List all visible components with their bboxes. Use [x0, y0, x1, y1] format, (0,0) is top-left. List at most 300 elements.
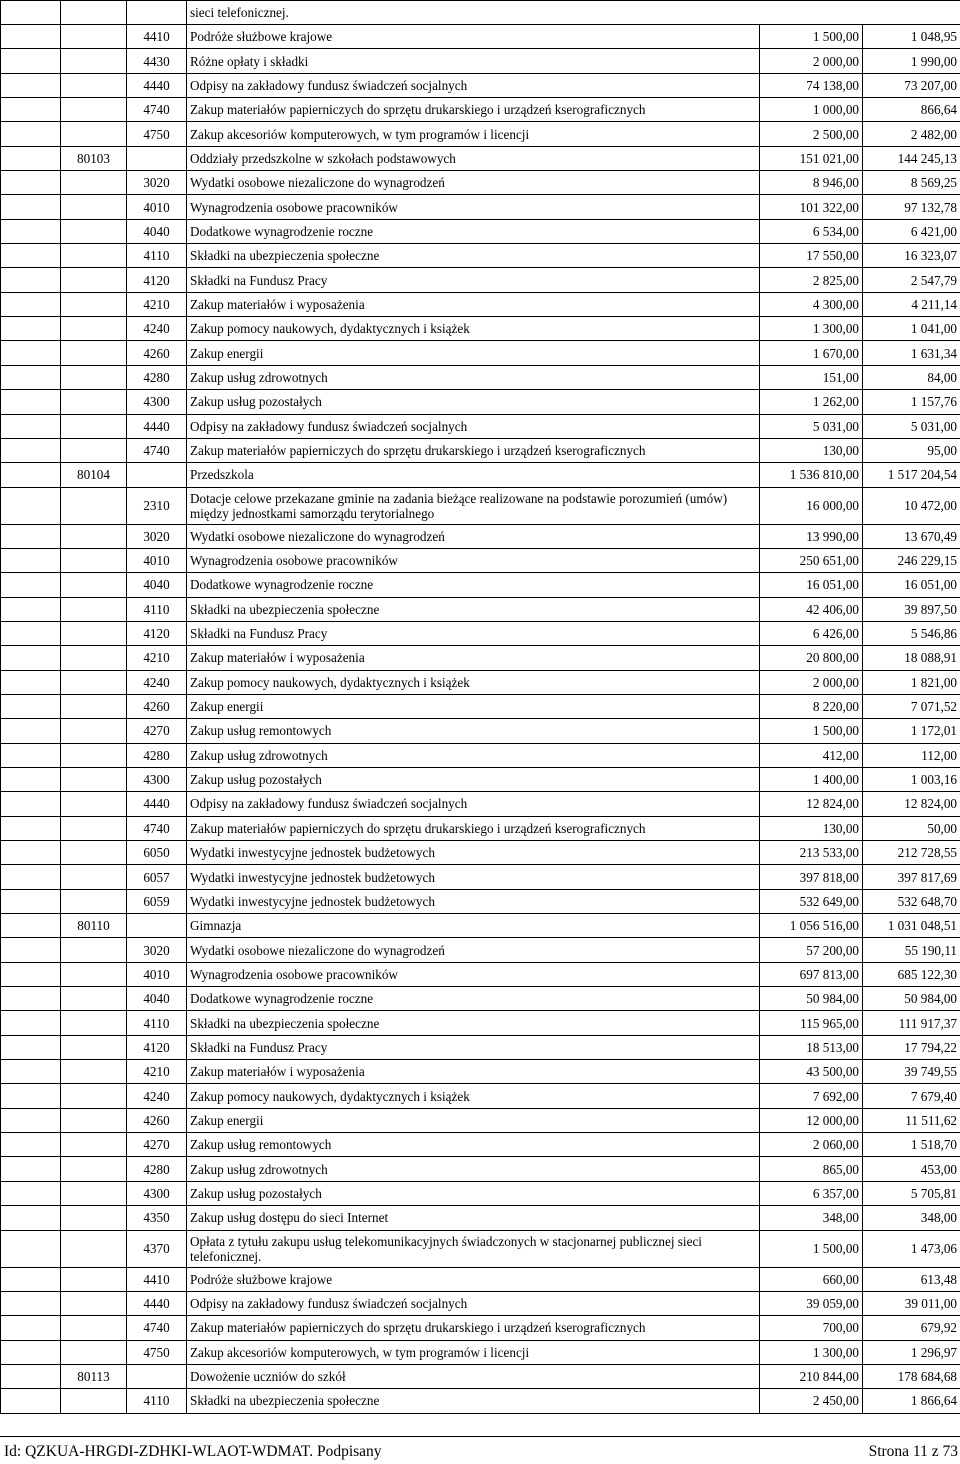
paragraph-code: 4210: [127, 1060, 187, 1084]
paragraph-row: [1, 1108, 960, 1132]
planned-amount: 700,00: [760, 1316, 863, 1340]
empty-cell: [1, 938, 61, 962]
executed-amount: 144 245,13: [863, 146, 960, 170]
empty-cell: [1, 268, 61, 292]
paragraph-code: 4040: [127, 987, 187, 1011]
item-name: Zakup energii: [187, 694, 760, 718]
paragraph-row: [1, 670, 960, 694]
empty-cell: [1, 487, 61, 524]
empty-cell: [1, 171, 61, 195]
empty-cell: [1, 816, 61, 840]
empty-cell: [1, 244, 61, 268]
page-footer: [0, 1436, 960, 1464]
empty-cell: [61, 317, 127, 341]
executed-amount: 55 190,11: [863, 938, 960, 962]
planned-amount: 42 406,00: [760, 597, 863, 621]
item-name: Opłata z tytułu zakupu usług telekomunikacyjnych świadczonych w stacjonarnej publicznej sieci telefonicznej.: [187, 1230, 760, 1267]
executed-amount: 5 031,00: [863, 414, 960, 438]
item-name: Składki na Fundusz Pracy: [187, 268, 760, 292]
planned-amount: 18 513,00: [760, 1035, 863, 1059]
empty-cell: [1, 73, 61, 97]
empty-cell: [61, 1291, 127, 1315]
executed-amount: 10 472,00: [863, 487, 960, 524]
planned-amount: 1 500,00: [760, 25, 863, 49]
executed-amount: 84,00: [863, 365, 960, 389]
planned-amount: 16 000,00: [760, 487, 863, 524]
paragraph-row: [1, 171, 960, 195]
empty-cell: [61, 25, 127, 49]
empty-cell: [61, 573, 127, 597]
executed-amount: 246 229,15: [863, 548, 960, 572]
empty-cell: [61, 621, 127, 645]
empty-cell: [61, 49, 127, 73]
empty-cell: [1, 987, 61, 1011]
empty-cell: [61, 646, 127, 670]
chapter-code: 80104: [61, 463, 127, 487]
item-name: Różne opłaty i składki: [187, 49, 760, 73]
paragraph-row: [1, 694, 960, 718]
planned-amount: 213 533,00: [760, 841, 863, 865]
empty-cell: [1, 597, 61, 621]
paragraph-row: [1, 987, 960, 1011]
item-name: Zakup energii: [187, 341, 760, 365]
item-name: Składki na ubezpieczenia społeczne: [187, 244, 760, 268]
planned-amount: 39 059,00: [760, 1291, 863, 1315]
planned-amount: 6 426,00: [760, 621, 863, 645]
empty-cell: [1, 841, 61, 865]
planned-amount: 101 322,00: [760, 195, 863, 219]
executed-amount: 97 132,78: [863, 195, 960, 219]
executed-amount: 6 421,00: [863, 219, 960, 243]
paragraph-row: [1, 573, 960, 597]
paragraph-code: 4280: [127, 1157, 187, 1181]
empty-cell: [1, 1340, 61, 1364]
empty-cell: [61, 292, 127, 316]
paragraph-code: 4010: [127, 548, 187, 572]
paragraph-row: [1, 292, 960, 316]
chapter-row: [1, 1364, 960, 1388]
item-name: Zakup usług pozostałych: [187, 1181, 760, 1205]
paragraph-code: 4440: [127, 73, 187, 97]
paragraph-code: 4110: [127, 1011, 187, 1035]
empty-cell: [1, 1157, 61, 1181]
item-name: Zakup materiałów papierniczych do sprzętu drukarskiego i urządzeń kserograficznych: [187, 98, 760, 122]
item-name: Zakup usług dostępu do sieci Internet: [187, 1206, 760, 1230]
planned-amount: 43 500,00: [760, 1060, 863, 1084]
empty-cell: [1, 122, 61, 146]
paragraph-code: 3020: [127, 524, 187, 548]
planned-amount: 1 500,00: [760, 719, 863, 743]
paragraph-code: 4010: [127, 195, 187, 219]
empty-cell: [1, 25, 61, 49]
empty-cell: [61, 816, 127, 840]
item-name: Zakup materiałów i wyposażenia: [187, 292, 760, 316]
item-name: Zakup materiałów i wyposażenia: [187, 646, 760, 670]
executed-amount: 39 011,00: [863, 1291, 960, 1315]
executed-amount: 16 323,07: [863, 244, 960, 268]
empty-cell: [61, 719, 127, 743]
empty-cell: [61, 767, 127, 791]
planned-amount: 1 400,00: [760, 767, 863, 791]
executed-amount: 1 990,00: [863, 49, 960, 73]
executed-amount: 1 631,34: [863, 341, 960, 365]
planned-amount: 2 000,00: [760, 670, 863, 694]
item-name: Odpisy na zakładowy fundusz świadczeń socjalnych: [187, 1291, 760, 1315]
empty-cell: [1, 743, 61, 767]
executed-amount: 212 728,55: [863, 841, 960, 865]
executed-amount: 1 473,06: [863, 1230, 960, 1267]
paragraph-row: [1, 719, 960, 743]
paragraph-code: 3020: [127, 171, 187, 195]
executed-amount: 5 546,86: [863, 621, 960, 645]
paragraph-row: [1, 244, 960, 268]
paragraph-code: 4440: [127, 414, 187, 438]
empty-cell: [1, 865, 61, 889]
planned-amount: 250 651,00: [760, 548, 863, 572]
planned-amount: 7 692,00: [760, 1084, 863, 1108]
executed-amount: 13 670,49: [863, 524, 960, 548]
paragraph-code: 4120: [127, 268, 187, 292]
paragraph-code: 4260: [127, 1108, 187, 1132]
empty-cell: [61, 743, 127, 767]
empty-cell: [1, 1181, 61, 1205]
planned-amount: 2 500,00: [760, 122, 863, 146]
empty-cell: [61, 195, 127, 219]
paragraph-row: [1, 1389, 960, 1413]
paragraph-row: [1, 767, 960, 791]
item-name: Wynagrodzenia osobowe pracowników: [187, 548, 760, 572]
item-name: Zakup usług remontowych: [187, 1133, 760, 1157]
empty-cell: [1, 792, 61, 816]
empty-cell: [1, 292, 61, 316]
item-name: Dotacje celowe przekazane gminie na zadania bieżące realizowane na podstawie porozumień (umów) między jednostkami samorządu terytorialnego: [187, 487, 760, 524]
executed-amount: 1 821,00: [863, 670, 960, 694]
empty-cell: [1, 317, 61, 341]
empty-cell: [1, 1, 61, 25]
planned-amount: 130,00: [760, 816, 863, 840]
empty-cell: [61, 98, 127, 122]
empty-cell: [1, 1291, 61, 1315]
paragraph-code: 4040: [127, 573, 187, 597]
paragraph-code: 4370: [127, 1230, 187, 1267]
paragraph-row: [1, 792, 960, 816]
empty-cell: [61, 841, 127, 865]
empty-cell: [61, 438, 127, 462]
paragraph-row: [1, 73, 960, 97]
paragraph-row: [1, 938, 960, 962]
empty-cell: [61, 390, 127, 414]
paragraph-code: 4110: [127, 597, 187, 621]
paragraph-code: 4240: [127, 317, 187, 341]
empty-cell: [61, 792, 127, 816]
paragraph-row: [1, 98, 960, 122]
paragraph-row: [1, 841, 960, 865]
planned-amount: 397 818,00: [760, 865, 863, 889]
item-name: Podróże służbowe krajowe: [187, 25, 760, 49]
planned-amount: 151,00: [760, 365, 863, 389]
chapter-code: 80113: [61, 1364, 127, 1388]
empty-cell: [1, 1108, 61, 1132]
empty-cell: [61, 365, 127, 389]
paragraph-row: [1, 1035, 960, 1059]
empty-cell: [1, 414, 61, 438]
empty-cell: [61, 268, 127, 292]
empty-cell: [1, 438, 61, 462]
item-name: Wydatki osobowe niezaliczone do wynagrodzeń: [187, 938, 760, 962]
paragraph-row: [1, 1316, 960, 1340]
item-name: Wydatki inwestycyjne jednostek budżetowych: [187, 889, 760, 913]
executed-amount: 7 679,40: [863, 1084, 960, 1108]
empty-cell: [1, 694, 61, 718]
paragraph-row: [1, 621, 960, 645]
paragraph-code: 4120: [127, 1035, 187, 1059]
planned-amount: 1 262,00: [760, 390, 863, 414]
paragraph-row: [1, 1011, 960, 1035]
empty-cell: [61, 1267, 127, 1291]
paragraph-row: [1, 548, 960, 572]
continuation-text: sieci telefonicznej.: [187, 1, 960, 25]
item-name: Składki na ubezpieczenia społeczne: [187, 1011, 760, 1035]
empty-cell: [61, 1230, 127, 1267]
paragraph-row: [1, 414, 960, 438]
item-name: Odpisy na zakładowy fundusz świadczeń socjalnych: [187, 414, 760, 438]
item-name: Zakup usług zdrowotnych: [187, 365, 760, 389]
empty-cell: [1, 1267, 61, 1291]
empty-cell: [61, 938, 127, 962]
chapter-code: 80103: [61, 146, 127, 170]
empty-cell: [61, 1084, 127, 1108]
empty-cell: [127, 1364, 187, 1388]
executed-amount: 1 866,64: [863, 1389, 960, 1413]
planned-amount: 1 300,00: [760, 1340, 863, 1364]
executed-amount: 17 794,22: [863, 1035, 960, 1059]
executed-amount: 397 817,69: [863, 865, 960, 889]
paragraph-row: [1, 487, 960, 524]
planned-amount: 1 056 516,00: [760, 914, 863, 938]
empty-cell: [61, 1035, 127, 1059]
planned-amount: 12 000,00: [760, 1108, 863, 1132]
empty-cell: [1, 390, 61, 414]
planned-amount: 2 825,00: [760, 268, 863, 292]
paragraph-code: 2310: [127, 487, 187, 524]
executed-amount: 2 547,79: [863, 268, 960, 292]
executed-amount: 1 048,95: [863, 25, 960, 49]
item-name: Zakup usług zdrowotnych: [187, 743, 760, 767]
paragraph-code: 4120: [127, 621, 187, 645]
empty-cell: [61, 597, 127, 621]
planned-amount: 115 965,00: [760, 1011, 863, 1035]
empty-cell: [127, 463, 187, 487]
paragraph-row: [1, 597, 960, 621]
paragraph-row: [1, 646, 960, 670]
paragraph-row: [1, 1291, 960, 1315]
executed-amount: 613,48: [863, 1267, 960, 1291]
planned-amount: 130,00: [760, 438, 863, 462]
paragraph-code: 4040: [127, 219, 187, 243]
empty-cell: [61, 122, 127, 146]
paragraph-row: [1, 341, 960, 365]
empty-cell: [1, 670, 61, 694]
paragraph-row: [1, 889, 960, 913]
empty-cell: [127, 1, 187, 25]
empty-cell: [61, 987, 127, 1011]
paragraph-code: 6057: [127, 865, 187, 889]
planned-amount: 1 500,00: [760, 1230, 863, 1267]
empty-cell: [1, 219, 61, 243]
paragraph-code: 4300: [127, 767, 187, 791]
empty-cell: [61, 1389, 127, 1413]
paragraph-row: [1, 962, 960, 986]
empty-cell: [61, 244, 127, 268]
paragraph-code: 4750: [127, 1340, 187, 1364]
planned-amount: 210 844,00: [760, 1364, 863, 1388]
empty-cell: [1, 146, 61, 170]
empty-cell: [61, 670, 127, 694]
item-name: Zakup usług pozostałych: [187, 390, 760, 414]
paragraph-code: 4750: [127, 122, 187, 146]
executed-amount: 348,00: [863, 1206, 960, 1230]
paragraph-code: 4300: [127, 390, 187, 414]
paragraph-row: [1, 438, 960, 462]
executed-amount: 1 157,76: [863, 390, 960, 414]
item-name: Składki na ubezpieczenia społeczne: [187, 1389, 760, 1413]
empty-cell: [1, 573, 61, 597]
planned-amount: 532 649,00: [760, 889, 863, 913]
planned-amount: 6 357,00: [760, 1181, 863, 1205]
empty-cell: [61, 524, 127, 548]
empty-cell: [61, 1206, 127, 1230]
executed-amount: 453,00: [863, 1157, 960, 1181]
paragraph-code: 3020: [127, 938, 187, 962]
chapter-row: [1, 463, 960, 487]
empty-cell: [61, 1060, 127, 1084]
item-name: Zakup pomocy naukowych, dydaktycznych i książek: [187, 670, 760, 694]
page-number: Strona 11 z 73: [869, 1443, 958, 1461]
planned-amount: 151 021,00: [760, 146, 863, 170]
continuation-row: [1, 1, 960, 25]
empty-cell: [1, 1316, 61, 1340]
planned-amount: 13 990,00: [760, 524, 863, 548]
empty-cell: [61, 1157, 127, 1181]
executed-amount: 95,00: [863, 438, 960, 462]
executed-amount: 73 207,00: [863, 73, 960, 97]
empty-cell: [1, 1389, 61, 1413]
item-name: Wydatki inwestycyjne jednostek budżetowych: [187, 841, 760, 865]
paragraph-code: 4740: [127, 438, 187, 462]
empty-cell: [1, 195, 61, 219]
paragraph-row: [1, 1084, 960, 1108]
item-name: Podróże służbowe krajowe: [187, 1267, 760, 1291]
paragraph-code: 4410: [127, 1267, 187, 1291]
empty-cell: [61, 962, 127, 986]
paragraph-row: [1, 390, 960, 414]
document-id: Id: QZKUA-HRGDI-ZDHKI-WLAOT-WDMAT. Podpisany: [4, 1443, 382, 1461]
empty-cell: [61, 414, 127, 438]
executed-amount: 1 517 204,54: [863, 463, 960, 487]
paragraph-code: 4240: [127, 1084, 187, 1108]
paragraph-code: 4740: [127, 1316, 187, 1340]
paragraph-row: [1, 49, 960, 73]
paragraph-code: 4280: [127, 365, 187, 389]
paragraph-row: [1, 195, 960, 219]
budget-table-body: [1, 1, 960, 1414]
empty-cell: [61, 1340, 127, 1364]
executed-amount: 532 648,70: [863, 889, 960, 913]
executed-amount: 18 088,91: [863, 646, 960, 670]
item-name: Zakup usług pozostałych: [187, 767, 760, 791]
planned-amount: 697 813,00: [760, 962, 863, 986]
item-name: Składki na Fundusz Pracy: [187, 1035, 760, 1059]
empty-cell: [1, 1230, 61, 1267]
paragraph-code: 4410: [127, 25, 187, 49]
paragraph-row: [1, 1267, 960, 1291]
paragraph-code: 4740: [127, 98, 187, 122]
empty-cell: [1, 98, 61, 122]
empty-cell: [1, 1133, 61, 1157]
empty-cell: [1, 646, 61, 670]
item-name: Przedszkola: [187, 463, 760, 487]
paragraph-row: [1, 1230, 960, 1267]
empty-cell: [61, 694, 127, 718]
empty-cell: [1, 341, 61, 365]
planned-amount: 1 000,00: [760, 98, 863, 122]
paragraph-row: [1, 743, 960, 767]
planned-amount: 2 000,00: [760, 49, 863, 73]
paragraph-code: 4240: [127, 670, 187, 694]
item-name: Oddziały przedszkolne w szkołach podstawowych: [187, 146, 760, 170]
paragraph-code: 4210: [127, 292, 187, 316]
paragraph-row: [1, 816, 960, 840]
item-name: Odpisy na zakładowy fundusz świadczeń socjalnych: [187, 792, 760, 816]
empty-cell: [1, 1084, 61, 1108]
executed-amount: 1 041,00: [863, 317, 960, 341]
empty-cell: [61, 1108, 127, 1132]
paragraph-code: 6059: [127, 889, 187, 913]
empty-cell: [61, 1133, 127, 1157]
executed-amount: 39 897,50: [863, 597, 960, 621]
empty-cell: [1, 767, 61, 791]
paragraph-code: 4440: [127, 792, 187, 816]
executed-amount: 1 031 048,51: [863, 914, 960, 938]
item-name: Dodatkowe wynagrodzenie roczne: [187, 573, 760, 597]
executed-amount: 16 051,00: [863, 573, 960, 597]
paragraph-row: [1, 25, 960, 49]
executed-amount: 8 569,25: [863, 171, 960, 195]
planned-amount: 865,00: [760, 1157, 863, 1181]
item-name: Odpisy na zakładowy fundusz świadczeń socjalnych: [187, 73, 760, 97]
executed-amount: 1 296,97: [863, 1340, 960, 1364]
empty-cell: [61, 1011, 127, 1035]
paragraph-code: 4270: [127, 719, 187, 743]
planned-amount: 8 946,00: [760, 171, 863, 195]
executed-amount: 2 482,00: [863, 122, 960, 146]
empty-cell: [1, 1206, 61, 1230]
item-name: Zakup energii: [187, 1108, 760, 1132]
paragraph-row: [1, 524, 960, 548]
executed-amount: 12 824,00: [863, 792, 960, 816]
executed-amount: 111 917,37: [863, 1011, 960, 1035]
paragraph-code: 4430: [127, 49, 187, 73]
planned-amount: 1 300,00: [760, 317, 863, 341]
empty-cell: [1, 719, 61, 743]
executed-amount: 679,92: [863, 1316, 960, 1340]
empty-cell: [61, 1181, 127, 1205]
empty-cell: [1, 1035, 61, 1059]
empty-cell: [1, 548, 61, 572]
planned-amount: 74 138,00: [760, 73, 863, 97]
paragraph-code: 4010: [127, 962, 187, 986]
planned-amount: 6 534,00: [760, 219, 863, 243]
